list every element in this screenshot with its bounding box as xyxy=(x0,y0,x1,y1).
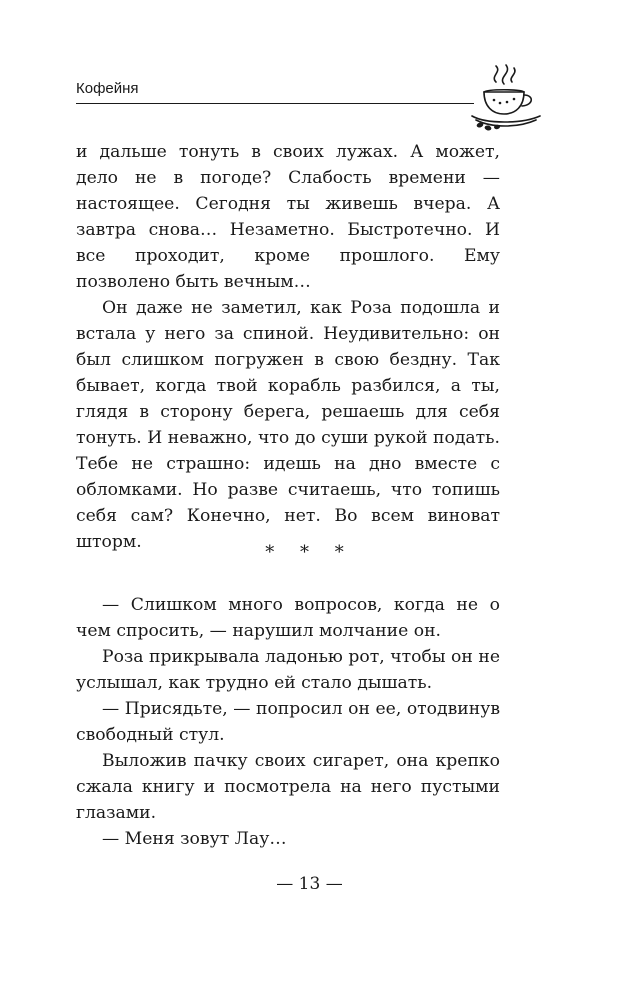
text-section-2 xyxy=(76,592,500,852)
section-separator: * * * xyxy=(265,542,354,563)
header-rule xyxy=(76,103,474,104)
running-head-title: Кофейня xyxy=(76,80,139,97)
paragraph: — Слишком много вопросов, когда не о чем спросить, — нарушил молчание он. xyxy=(76,595,500,641)
coffee-cup-icon xyxy=(466,62,544,134)
page-number: — 13 — xyxy=(276,874,343,894)
paragraph: и дальше тонуть в своих лужах. А может, дело не в погоде? Слабость времени — настоящее. Сегодня ты живешь вчера. А завтра снова… Незаметно. Быстротечно. И все проходит, кроме прошлого. Ему позволено быть вечным… xyxy=(76,142,500,292)
paragraph: Выложив пачку своих сигарет, она крепко сжала книгу и посмотрела на него пустыми глазами. xyxy=(76,751,500,823)
text-section-1 xyxy=(76,139,500,555)
paragraph: — Меня зовут Лау… xyxy=(102,829,287,849)
paragraph: Роза прикрывала ладонью рот, чтобы он не услышал, как трудно ей стало дышать. xyxy=(76,647,500,693)
paragraph: Он даже не заметил, как Роза подошла и встала у него за спиной. Неудивительно: он был слишком погружен в свою бездну. Так бывает, когда твой корабль разбился, а ты, глядя в сторону берега, решаешь для себя тонуть. И неважно, что до суши рукой подать. Тебе не страшно: идешь на дно вместе с обломками. Но разве считаешь, что топишь себя сам? Конечно, нет. Во всем виноват шторм. xyxy=(76,298,500,552)
paragraph: — Присядьте, — попросил он ее, отодвинув свободный стул. xyxy=(76,699,500,745)
